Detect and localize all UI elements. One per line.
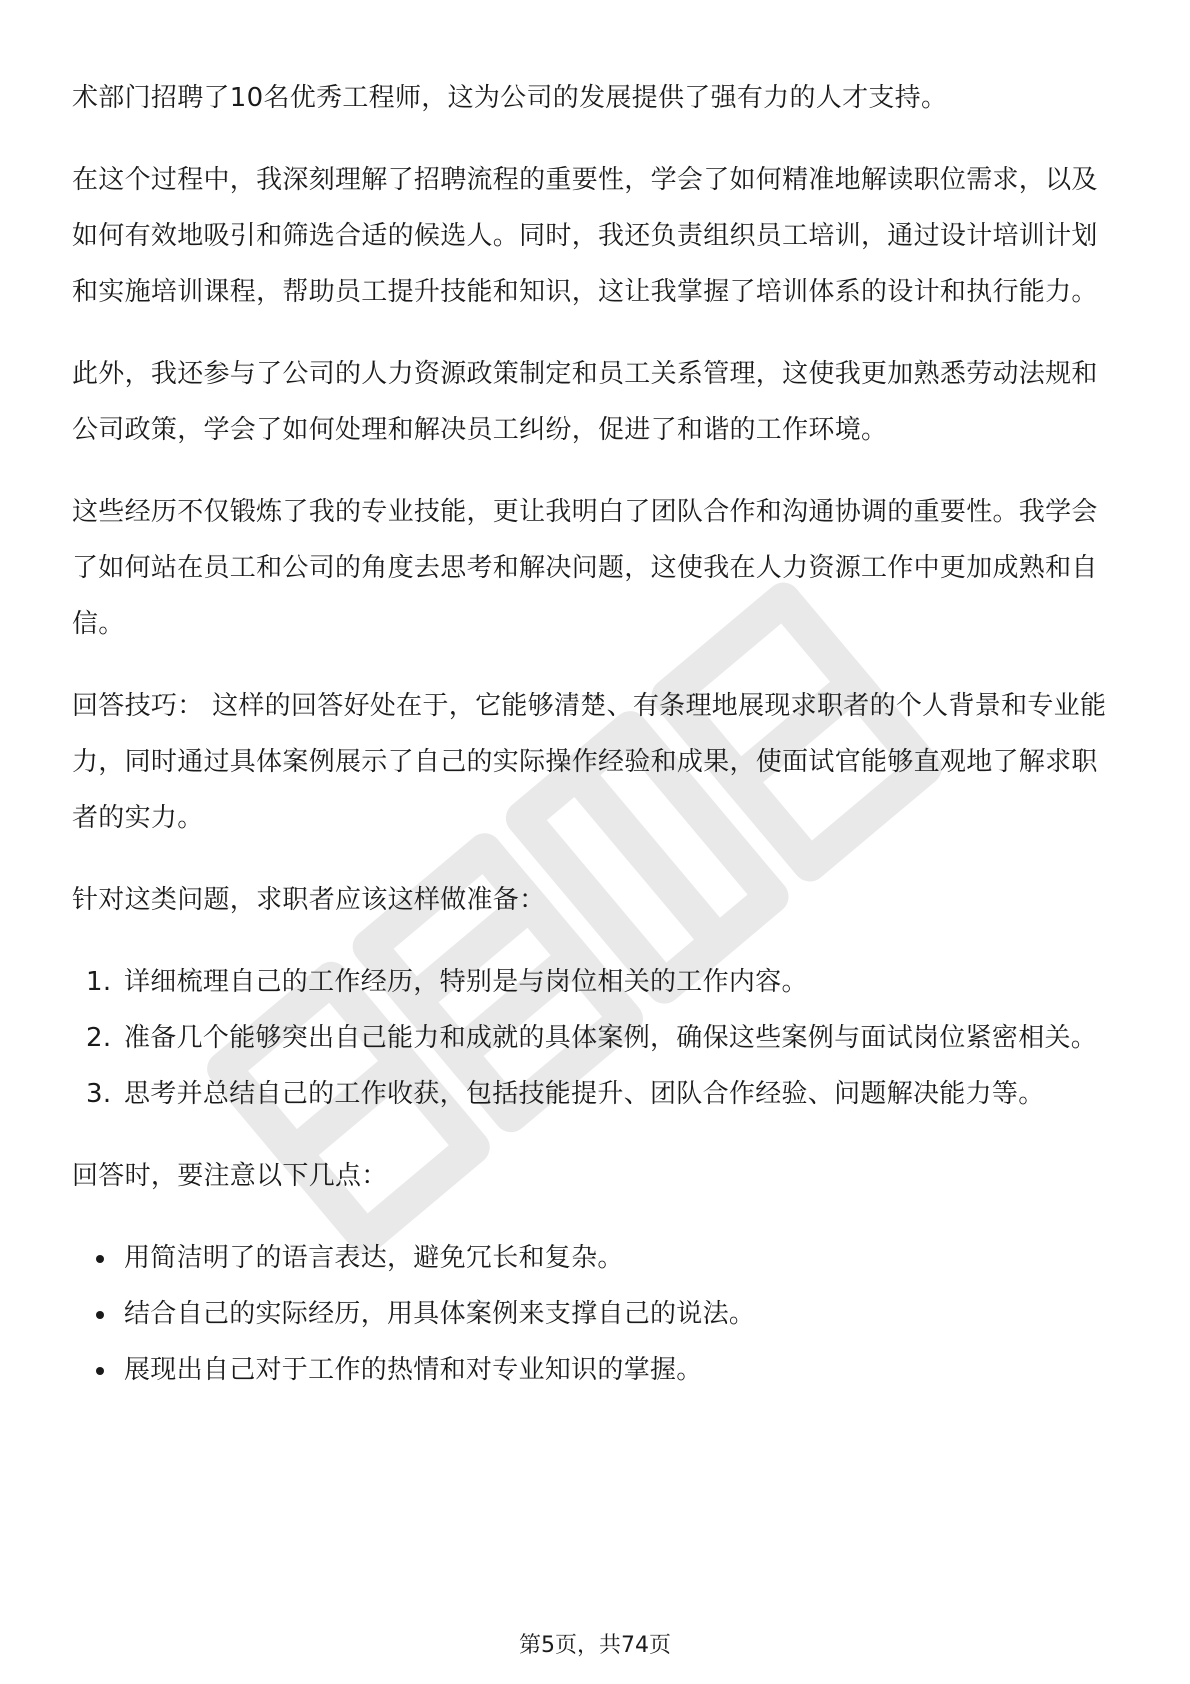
list-item-text: 结合自己的实际经历，用具体案例来支撑自己的说法。	[124, 1299, 756, 1329]
paragraph-experience-summary: 这些经历不仅锻炼了我的专业技能，更让我明白了团队合作和沟通协调的重要性。我学会了如何站在员工和公司的角度去思考和解决问题，这使我在人力资源工作中更加成熟和自信。	[72, 497, 1098, 639]
list-item	[72, 1066, 1122, 1122]
list-item-text: 详细梳理自己的工作经历，特别是与岗位相关的工作内容。	[124, 967, 808, 997]
answer-notes-list	[72, 1230, 1122, 1398]
page-number-footer: 第5页，共74页	[519, 1633, 671, 1658]
preparation-steps-list	[72, 954, 1122, 1122]
paragraph-recruitment-result: 术部门招聘了10名优秀工程师，这为公司的发展提供了强有力的人才支持。	[72, 83, 948, 113]
list-item	[72, 1342, 1122, 1398]
paragraph-answer-tips: 回答技巧： 这样的回答好处在于，它能够清楚、有条理地展现求职者的个人背景和专业能力，同时通过具体案例展示了自己的实际操作经验和成果，使面试官能够直观地了解求职者的实力。	[72, 691, 1107, 833]
list-item-text: 展现出自己对于工作的热情和对专业知识的掌握。	[124, 1355, 703, 1385]
paragraph-answer-notes-intro: 回答时，要注意以下几点：	[72, 1161, 388, 1191]
list-item	[72, 1230, 1122, 1286]
document-body	[72, 70, 1122, 1424]
list-item-text: 准备几个能够突出自己能力和成就的具体案例，确保这些案例与面试岗位紧密相关。	[124, 1023, 1098, 1053]
list-item-number: 1.	[86, 967, 112, 997]
list-item	[72, 1010, 1122, 1066]
paragraph-recruitment-process: 在这个过程中，我深刻理解了招聘流程的重要性，学会了如何精准地解读职位需求，以及如何有效地吸引和筛选合适的候选人。同时，我还负责组织员工培训，通过设计培训计划和实施培训课程，帮助员工提升技能和知识，这让我掌握了培训体系的设计和执行能力。	[72, 165, 1098, 307]
bullet-icon	[96, 1255, 104, 1263]
paragraph-preparation-intro: 针对这类问题，求职者应该这样做准备：	[72, 885, 546, 915]
list-item	[72, 1286, 1122, 1342]
list-item	[72, 954, 1122, 1010]
list-item-text: 用简洁明了的语言表达，避免冗长和复杂。	[124, 1243, 624, 1273]
bullet-icon	[96, 1367, 104, 1375]
list-item-number: 2.	[86, 1023, 112, 1053]
bullet-icon	[96, 1311, 104, 1319]
list-item-number: 3.	[86, 1079, 112, 1109]
list-item-text: 思考并总结自己的工作收获，包括技能提升、团队合作经验、问题解决能力等。	[124, 1079, 1045, 1109]
paragraph-hr-policy: 此外，我还参与了公司的人力资源政策制定和员工关系管理，这使我更加熟悉劳动法规和公司政策，学会了如何处理和解决员工纠纷，促进了和谐的工作环境。	[72, 359, 1098, 445]
